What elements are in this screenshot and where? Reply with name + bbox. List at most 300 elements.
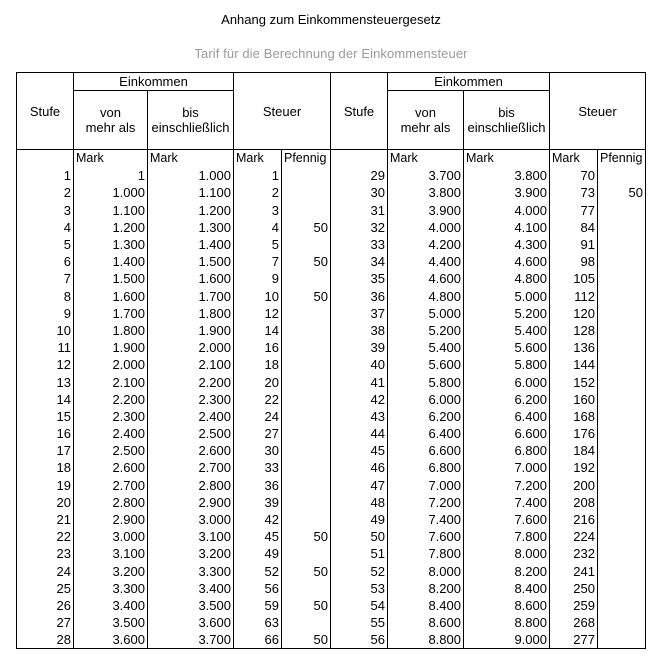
right-mark-cell: 277 bbox=[550, 631, 598, 649]
left-bis-cell: 3.000 bbox=[148, 511, 234, 528]
table-row bbox=[17, 219, 646, 236]
right-stufe-cell: 35 bbox=[331, 270, 388, 287]
header-stufe-left: Stufe bbox=[17, 73, 74, 150]
left-von-cell: 2.800 bbox=[74, 494, 148, 511]
left-bis-cell: 2.600 bbox=[148, 442, 234, 459]
left-pfennig-cell: 50 bbox=[282, 597, 331, 614]
right-pfennig-cell bbox=[598, 288, 646, 305]
left-von-cell: 2.500 bbox=[74, 442, 148, 459]
unit-pfennig-right: Pfennig bbox=[598, 150, 646, 168]
right-bis-cell: 5.400 bbox=[464, 322, 550, 339]
right-von-cell: 8.200 bbox=[388, 580, 464, 597]
right-stufe-cell: 39 bbox=[331, 339, 388, 356]
left-mark-cell: 42 bbox=[234, 511, 282, 528]
right-bis-cell: 7.200 bbox=[464, 477, 550, 494]
right-mark-cell: 224 bbox=[550, 528, 598, 545]
table-row bbox=[17, 184, 646, 201]
left-bis-cell: 3.600 bbox=[148, 614, 234, 631]
left-stufe-cell: 10 bbox=[17, 322, 74, 339]
left-stufe-cell: 11 bbox=[17, 339, 74, 356]
right-pfennig-cell: 50 bbox=[598, 184, 646, 201]
right-bis-cell: 8.400 bbox=[464, 580, 550, 597]
left-pfennig-cell bbox=[282, 391, 331, 408]
table-row bbox=[17, 391, 646, 408]
left-von-cell: 3.500 bbox=[74, 614, 148, 631]
right-pfennig-cell bbox=[598, 614, 646, 631]
table-row bbox=[17, 425, 646, 442]
right-mark-cell: 259 bbox=[550, 597, 598, 614]
left-bis-cell: 2.100 bbox=[148, 356, 234, 373]
left-pfennig-cell: 50 bbox=[282, 219, 331, 236]
unit-mark-von-left: Mark bbox=[74, 150, 148, 168]
header-row-1 bbox=[17, 73, 646, 91]
left-von-cell: 1.700 bbox=[74, 305, 148, 322]
left-bis-cell: 3.700 bbox=[148, 631, 234, 649]
unit-mark-von-right: Mark bbox=[388, 150, 464, 168]
header-von-right bbox=[388, 91, 464, 150]
table-row bbox=[17, 477, 646, 494]
left-bis-cell: 3.500 bbox=[148, 597, 234, 614]
right-von-cell: 4.600 bbox=[388, 270, 464, 287]
right-von-cell: 6.000 bbox=[388, 391, 464, 408]
left-von-cell: 1.600 bbox=[74, 288, 148, 305]
left-mark-cell: 1 bbox=[234, 167, 282, 184]
left-stufe-cell: 21 bbox=[17, 511, 74, 528]
right-pfennig-cell bbox=[598, 339, 646, 356]
right-bis-cell: 5.200 bbox=[464, 305, 550, 322]
table-row bbox=[17, 373, 646, 390]
left-stufe-cell: 16 bbox=[17, 425, 74, 442]
left-pfennig-cell bbox=[282, 356, 331, 373]
left-bis-cell: 2.500 bbox=[148, 425, 234, 442]
left-von-cell: 3.200 bbox=[74, 563, 148, 580]
right-pfennig-cell bbox=[598, 408, 646, 425]
right-von-cell: 8.800 bbox=[388, 631, 464, 649]
table-row bbox=[17, 305, 646, 322]
left-pfennig-cell bbox=[282, 425, 331, 442]
left-mark-cell: 24 bbox=[234, 408, 282, 425]
right-pfennig-cell bbox=[598, 270, 646, 287]
right-bis-cell: 6.000 bbox=[464, 373, 550, 390]
left-stufe-cell: 1 bbox=[17, 167, 74, 184]
header-einkommen-right: Einkommen bbox=[388, 73, 550, 91]
right-stufe-cell: 32 bbox=[331, 219, 388, 236]
left-stufe-cell: 26 bbox=[17, 597, 74, 614]
left-mark-cell: 20 bbox=[234, 373, 282, 390]
left-mark-cell: 4 bbox=[234, 219, 282, 236]
right-bis-cell: 3.800 bbox=[464, 167, 550, 184]
document-title: Anhang zum Einkommensteuergesetz bbox=[221, 12, 441, 27]
right-mark-cell: 192 bbox=[550, 459, 598, 476]
right-mark-cell: 136 bbox=[550, 339, 598, 356]
left-mark-cell: 18 bbox=[234, 356, 282, 373]
table-body bbox=[17, 73, 646, 649]
table-row bbox=[17, 408, 646, 425]
left-mark-cell: 16 bbox=[234, 339, 282, 356]
left-von-cell: 1.100 bbox=[74, 202, 148, 219]
header-stufe-right: Stufe bbox=[331, 73, 388, 150]
header-steuer-right: Steuer bbox=[550, 73, 646, 150]
right-stufe-cell: 43 bbox=[331, 408, 388, 425]
right-von-cell: 6.200 bbox=[388, 408, 464, 425]
table-row bbox=[17, 528, 646, 545]
unit-pfennig-left: Pfennig bbox=[282, 150, 331, 168]
header-mehr-als-label: mehr als bbox=[400, 120, 451, 135]
left-von-cell: 1.500 bbox=[74, 270, 148, 287]
left-bis-cell: 1.200 bbox=[148, 202, 234, 219]
table-row bbox=[17, 442, 646, 459]
left-bis-cell: 3.300 bbox=[148, 563, 234, 580]
left-stufe-cell: 20 bbox=[17, 494, 74, 511]
right-mark-cell: 120 bbox=[550, 305, 598, 322]
right-von-cell: 3.900 bbox=[388, 202, 464, 219]
left-von-cell: 2.700 bbox=[74, 477, 148, 494]
header-bis-label: bis bbox=[498, 105, 515, 120]
header-bis-left bbox=[148, 91, 234, 150]
right-bis-cell: 7.000 bbox=[464, 459, 550, 476]
right-mark-cell: 184 bbox=[550, 442, 598, 459]
right-von-cell: 4.800 bbox=[388, 288, 464, 305]
right-pfennig-cell bbox=[598, 631, 646, 649]
right-pfennig-cell bbox=[598, 373, 646, 390]
right-bis-cell: 6.800 bbox=[464, 442, 550, 459]
left-stufe-cell: 28 bbox=[17, 631, 74, 649]
right-von-cell: 5.800 bbox=[388, 373, 464, 390]
right-stufe-cell: 50 bbox=[331, 528, 388, 545]
left-bis-cell: 2.200 bbox=[148, 373, 234, 390]
right-bis-cell: 8.200 bbox=[464, 563, 550, 580]
table-row bbox=[17, 614, 646, 631]
left-stufe-cell: 18 bbox=[17, 459, 74, 476]
left-von-cell: 1 bbox=[74, 167, 148, 184]
table-row bbox=[17, 270, 646, 287]
header-bis-label: bis bbox=[182, 105, 199, 120]
table-row bbox=[17, 322, 646, 339]
right-pfennig-cell bbox=[598, 494, 646, 511]
left-pfennig-cell: 50 bbox=[282, 528, 331, 545]
header-mehr-als-label: mehr als bbox=[85, 120, 136, 135]
right-bis-cell: 7.600 bbox=[464, 511, 550, 528]
left-von-cell: 3.000 bbox=[74, 528, 148, 545]
left-mark-cell: 33 bbox=[234, 459, 282, 476]
right-stufe-cell: 37 bbox=[331, 305, 388, 322]
left-von-cell: 2.600 bbox=[74, 459, 148, 476]
header-einkommen-left: Einkommen bbox=[74, 73, 234, 91]
left-pfennig-cell bbox=[282, 614, 331, 631]
left-pfennig-cell: 50 bbox=[282, 563, 331, 580]
right-stufe-cell: 31 bbox=[331, 202, 388, 219]
right-bis-cell: 6.200 bbox=[464, 391, 550, 408]
right-bis-cell: 3.900 bbox=[464, 184, 550, 201]
right-stufe-cell: 41 bbox=[331, 373, 388, 390]
right-stufe-cell: 48 bbox=[331, 494, 388, 511]
left-mark-cell: 39 bbox=[234, 494, 282, 511]
left-von-cell: 2.100 bbox=[74, 373, 148, 390]
left-mark-cell: 59 bbox=[234, 597, 282, 614]
left-mark-cell: 66 bbox=[234, 631, 282, 649]
left-pfennig-cell: 50 bbox=[282, 253, 331, 270]
left-stufe-cell: 15 bbox=[17, 408, 74, 425]
right-stufe-cell: 40 bbox=[331, 356, 388, 373]
left-bis-cell: 1.700 bbox=[148, 288, 234, 305]
right-stufe-cell: 46 bbox=[331, 459, 388, 476]
right-mark-cell: 73 bbox=[550, 184, 598, 201]
left-stufe-cell: 8 bbox=[17, 288, 74, 305]
unit-row bbox=[17, 150, 646, 168]
header-von-label: von bbox=[100, 105, 121, 120]
table-row bbox=[17, 167, 646, 184]
right-bis-cell: 4.000 bbox=[464, 202, 550, 219]
unit-mark-steuer-left: Mark bbox=[234, 150, 282, 168]
left-pfennig-cell bbox=[282, 373, 331, 390]
left-stufe-cell: 7 bbox=[17, 270, 74, 287]
right-pfennig-cell bbox=[598, 545, 646, 562]
unit-mark-bis-left: Mark bbox=[148, 150, 234, 168]
left-von-cell: 1.900 bbox=[74, 339, 148, 356]
right-mark-cell: 128 bbox=[550, 322, 598, 339]
right-bis-cell: 9.000 bbox=[464, 631, 550, 649]
left-stufe-cell: 27 bbox=[17, 614, 74, 631]
left-bis-cell: 3.400 bbox=[148, 580, 234, 597]
right-von-cell: 6.800 bbox=[388, 459, 464, 476]
left-mark-cell: 36 bbox=[234, 477, 282, 494]
left-pfennig-cell bbox=[282, 339, 331, 356]
right-stufe-cell: 53 bbox=[331, 580, 388, 597]
left-mark-cell: 63 bbox=[234, 614, 282, 631]
right-bis-cell: 5.000 bbox=[464, 288, 550, 305]
right-pfennig-cell bbox=[598, 236, 646, 253]
left-bis-cell: 1.800 bbox=[148, 305, 234, 322]
right-bis-cell: 4.600 bbox=[464, 253, 550, 270]
table-row bbox=[17, 236, 646, 253]
right-pfennig-cell bbox=[598, 253, 646, 270]
left-bis-cell: 1.400 bbox=[148, 236, 234, 253]
left-stufe-cell: 22 bbox=[17, 528, 74, 545]
header-von-left bbox=[74, 91, 148, 150]
right-pfennig-cell bbox=[598, 322, 646, 339]
right-stufe-cell: 52 bbox=[331, 563, 388, 580]
right-bis-cell: 6.600 bbox=[464, 425, 550, 442]
left-von-cell: 2.900 bbox=[74, 511, 148, 528]
left-bis-cell: 1.100 bbox=[148, 184, 234, 201]
left-von-cell: 1.200 bbox=[74, 219, 148, 236]
right-mark-cell: 268 bbox=[550, 614, 598, 631]
right-mark-cell: 105 bbox=[550, 270, 598, 287]
right-pfennig-cell bbox=[598, 459, 646, 476]
header-einschliesslich-label: einschließlich bbox=[151, 120, 230, 135]
left-pfennig-cell bbox=[282, 202, 331, 219]
right-von-cell: 7.600 bbox=[388, 528, 464, 545]
right-mark-cell: 216 bbox=[550, 511, 598, 528]
left-bis-cell: 1.500 bbox=[148, 253, 234, 270]
right-stufe-cell: 51 bbox=[331, 545, 388, 562]
right-mark-cell: 84 bbox=[550, 219, 598, 236]
right-von-cell: 5.400 bbox=[388, 339, 464, 356]
left-pfennig-cell bbox=[282, 167, 331, 184]
left-pfennig-cell bbox=[282, 270, 331, 287]
right-bis-cell: 8.800 bbox=[464, 614, 550, 631]
table-row bbox=[17, 631, 646, 649]
left-mark-cell: 49 bbox=[234, 545, 282, 562]
left-von-cell: 3.100 bbox=[74, 545, 148, 562]
right-mark-cell: 70 bbox=[550, 167, 598, 184]
table-row bbox=[17, 511, 646, 528]
right-pfennig-cell bbox=[598, 563, 646, 580]
left-bis-cell: 1.300 bbox=[148, 219, 234, 236]
right-von-cell: 8.000 bbox=[388, 563, 464, 580]
right-mark-cell: 232 bbox=[550, 545, 598, 562]
left-pfennig-cell bbox=[282, 322, 331, 339]
right-mark-cell: 91 bbox=[550, 236, 598, 253]
right-mark-cell: 77 bbox=[550, 202, 598, 219]
left-von-cell: 2.400 bbox=[74, 425, 148, 442]
left-stufe-cell: 19 bbox=[17, 477, 74, 494]
left-pfennig-cell: 50 bbox=[282, 288, 331, 305]
left-bis-cell: 2.300 bbox=[148, 391, 234, 408]
right-bis-cell: 5.800 bbox=[464, 356, 550, 373]
left-bis-cell: 1.900 bbox=[148, 322, 234, 339]
header-einschliesslich-label: einschließlich bbox=[467, 120, 546, 135]
left-pfennig-cell bbox=[282, 511, 331, 528]
left-stufe-cell: 5 bbox=[17, 236, 74, 253]
right-stufe-cell: 45 bbox=[331, 442, 388, 459]
right-pfennig-cell bbox=[598, 202, 646, 219]
left-stufe-cell: 25 bbox=[17, 580, 74, 597]
left-bis-cell: 3.100 bbox=[148, 528, 234, 545]
right-pfennig-cell bbox=[598, 511, 646, 528]
right-mark-cell: 250 bbox=[550, 580, 598, 597]
right-stufe-cell: 30 bbox=[331, 184, 388, 201]
left-mark-cell: 9 bbox=[234, 270, 282, 287]
right-stufe-cell: 56 bbox=[331, 631, 388, 649]
right-von-cell: 7.000 bbox=[388, 477, 464, 494]
right-mark-cell: 176 bbox=[550, 425, 598, 442]
left-bis-cell: 2.400 bbox=[148, 408, 234, 425]
right-pfennig-cell bbox=[598, 167, 646, 184]
right-stufe-cell: 34 bbox=[331, 253, 388, 270]
left-bis-cell: 2.000 bbox=[148, 339, 234, 356]
table-row bbox=[17, 597, 646, 614]
left-stufe-cell: 4 bbox=[17, 219, 74, 236]
right-mark-cell: 208 bbox=[550, 494, 598, 511]
right-von-cell: 7.400 bbox=[388, 511, 464, 528]
right-von-cell: 6.600 bbox=[388, 442, 464, 459]
right-mark-cell: 152 bbox=[550, 373, 598, 390]
left-von-cell: 3.600 bbox=[74, 631, 148, 649]
right-pfennig-cell bbox=[598, 442, 646, 459]
document-subtitle: Tarif für die Berechnung der Einkommensteuer bbox=[194, 46, 468, 61]
left-bis-cell: 1.000 bbox=[148, 167, 234, 184]
left-stufe-cell: 9 bbox=[17, 305, 74, 322]
left-mark-cell: 12 bbox=[234, 305, 282, 322]
header-bis-right bbox=[464, 91, 550, 150]
unit-mark-bis-right: Mark bbox=[464, 150, 550, 168]
left-von-cell: 2.200 bbox=[74, 391, 148, 408]
right-stufe-cell: 36 bbox=[331, 288, 388, 305]
left-mark-cell: 2 bbox=[234, 184, 282, 201]
right-bis-cell: 7.800 bbox=[464, 528, 550, 545]
table-row bbox=[17, 288, 646, 305]
right-von-cell: 3.700 bbox=[388, 167, 464, 184]
left-mark-cell: 52 bbox=[234, 563, 282, 580]
header-von-label: von bbox=[415, 105, 436, 120]
left-bis-cell: 3.200 bbox=[148, 545, 234, 562]
right-von-cell: 7.800 bbox=[388, 545, 464, 562]
right-pfennig-cell bbox=[598, 391, 646, 408]
left-pfennig-cell bbox=[282, 442, 331, 459]
right-bis-cell: 6.400 bbox=[464, 408, 550, 425]
right-bis-cell: 8.600 bbox=[464, 597, 550, 614]
right-von-cell: 4.000 bbox=[388, 219, 464, 236]
right-stufe-cell: 44 bbox=[331, 425, 388, 442]
right-bis-cell: 5.600 bbox=[464, 339, 550, 356]
right-pfennig-cell bbox=[598, 305, 646, 322]
right-mark-cell: 144 bbox=[550, 356, 598, 373]
right-pfennig-cell bbox=[598, 597, 646, 614]
right-von-cell: 4.200 bbox=[388, 236, 464, 253]
right-stufe-cell: 42 bbox=[331, 391, 388, 408]
left-mark-cell: 3 bbox=[234, 202, 282, 219]
table-row bbox=[17, 356, 646, 373]
left-mark-cell: 5 bbox=[234, 236, 282, 253]
table-row bbox=[17, 494, 646, 511]
right-pfennig-cell bbox=[598, 477, 646, 494]
left-stufe-cell: 14 bbox=[17, 391, 74, 408]
right-stufe-cell: 33 bbox=[331, 236, 388, 253]
table-row bbox=[17, 253, 646, 270]
right-bis-cell: 4.100 bbox=[464, 219, 550, 236]
left-pfennig-cell bbox=[282, 305, 331, 322]
right-von-cell: 6.400 bbox=[388, 425, 464, 442]
left-stufe-cell: 23 bbox=[17, 545, 74, 562]
left-stufe-cell: 13 bbox=[17, 373, 74, 390]
left-bis-cell: 2.700 bbox=[148, 459, 234, 476]
right-mark-cell: 168 bbox=[550, 408, 598, 425]
left-stufe-cell: 6 bbox=[17, 253, 74, 270]
right-stufe-cell: 47 bbox=[331, 477, 388, 494]
left-pfennig-cell: 50 bbox=[282, 631, 331, 649]
left-pfennig-cell bbox=[282, 477, 331, 494]
left-von-cell: 1.300 bbox=[74, 236, 148, 253]
left-pfennig-cell bbox=[282, 408, 331, 425]
right-pfennig-cell bbox=[598, 528, 646, 545]
left-pfennig-cell bbox=[282, 184, 331, 201]
right-von-cell: 4.400 bbox=[388, 253, 464, 270]
left-mark-cell: 45 bbox=[234, 528, 282, 545]
left-pfennig-cell bbox=[282, 459, 331, 476]
right-pfennig-cell bbox=[598, 425, 646, 442]
right-pfennig-cell bbox=[598, 356, 646, 373]
right-von-cell: 8.400 bbox=[388, 597, 464, 614]
right-mark-cell: 241 bbox=[550, 563, 598, 580]
right-stufe-cell: 38 bbox=[331, 322, 388, 339]
right-stufe-cell: 55 bbox=[331, 614, 388, 631]
left-von-cell: 3.400 bbox=[74, 597, 148, 614]
table-row bbox=[17, 563, 646, 580]
left-von-cell: 2.000 bbox=[74, 356, 148, 373]
left-pfennig-cell bbox=[282, 545, 331, 562]
left-stufe-cell: 3 bbox=[17, 202, 74, 219]
left-stufe-cell: 24 bbox=[17, 563, 74, 580]
left-mark-cell: 27 bbox=[234, 425, 282, 442]
left-pfennig-cell bbox=[282, 580, 331, 597]
right-mark-cell: 160 bbox=[550, 391, 598, 408]
right-stufe-cell: 54 bbox=[331, 597, 388, 614]
right-von-cell: 7.200 bbox=[388, 494, 464, 511]
left-von-cell: 2.300 bbox=[74, 408, 148, 425]
left-mark-cell: 14 bbox=[234, 322, 282, 339]
table-row bbox=[17, 339, 646, 356]
